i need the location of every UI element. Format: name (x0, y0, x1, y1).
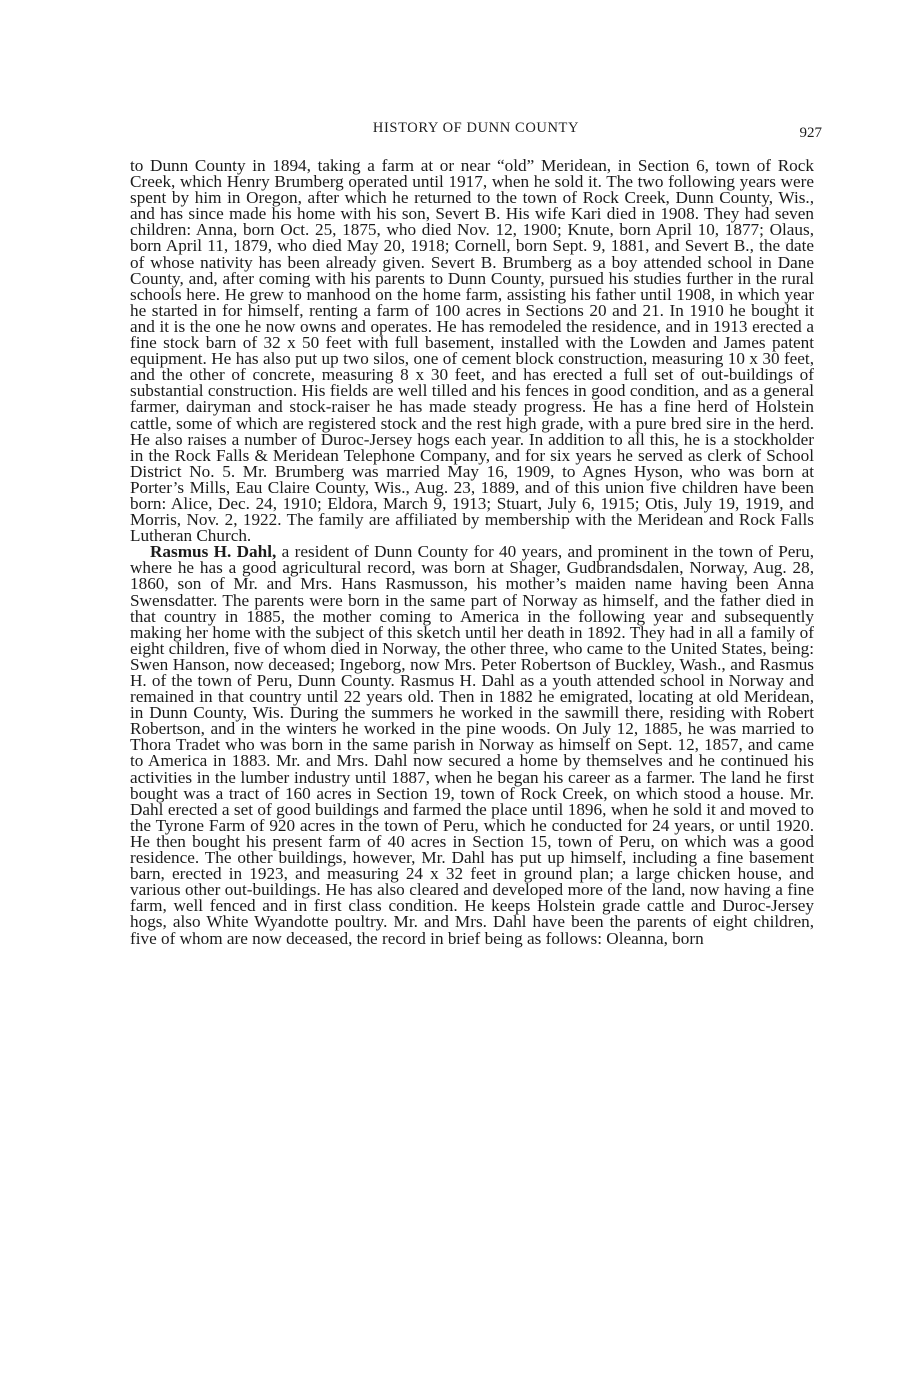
page-number: 927 (799, 125, 822, 141)
biography-rasmus-dahl (130, 544, 814, 946)
paragraph-text: to Dunn County in 1894, taking a farm at or near “old” Meridean, in Section 6, town of Rock Creek, which Henry Brumberg operated until 1917, when he sold it. The two following years were spent by him in Oregon, after which he returned to the town of Rock Creek, Dunn County, Wis., and has since made his home with his son, Severt B. His wife Kari died in 1908. They had seven children: Anna, born Oct. 25, 1875, who died Nov. 12, 1900; Knute, born April 10, 1877; Olaus, born April 11, 1879, who died May 20, 1918; Cornell, born Sept. 9, 1881, and Severt B., the date of whose nativity has been already given. Severt B. Brumberg as a boy attended school in Dane County, and, after coming with his parents to Dunn County, pursued his studies further in the rural schools here. He grew to manhood on the home farm, assisting his father until 1908, in which year he started in for himself, renting a farm of 100 acres in Sections 20 and 21. In 1910 he bought it and it is the one he now owns and operates. He has remodeled the residence, and in 1913 erected a fine stock barn of 32 x 50 feet with full basement, installed with the Lowden and James patent equipment. He has also put up two silos, one of cement block construction, measuring 10 x 30 feet, and the other of concrete, measuring 8 x 30 feet, and has erected a full set of out-buildings of substantial construction. His fields are well tilled and his fences in good condition, and as a general farmer, dairyman and stock-raiser he has made steady progress. He has a fine herd of Holstein cattle, some of which are registered stock and the rest high grade, with a pure bred sire in the herd. He also raises a number of Duroc-Jersey hogs each year. In addition to all this, he is a stockholder in the Rock Falls & Meridean Telephone Company, and for six years he served as clerk of School District No. 5. Mr. Brumberg was married May 16, 1909, to Agnes Hyson, who was born at Porter’s Mills, Eau Claire County, Wis., Aug. 23, 1889, and of this union five children have been born: Alice, Dec. 24, 1910; Eldora, March 9, 1913; Stuart, July 6, 1915; Otis, July 19, 1919, and Morris, Nov. 2, 1922. The family are affiliated by membership with the Meridean and Rock Falls Lutheran Church. (130, 156, 814, 546)
body-text (130, 158, 814, 947)
paragraph-text: a resident of Dunn County for 40 years, and prominent in the town of Peru, where he has a good agricultural record, was born at Shager, Gudbrandsdalen, Norway, Aug. 28, 1860, son of Mr. and Mrs. Hans Rasmusson, his mother’s maiden name having been Anna Swensdatter. The parents were born in the same part of Norway as himself, and the father died in that country in 1885, the mother coming to America in the following year and subsequently making her home with the subject of this sketch until her death in 1892. They had in all a family of eight children, five of whom died in Norway, the other three, who came to the United States, being: Swen Hanson, now deceased; Ingeborg, now Mrs. Peter Robertson of Buckley, Wash., and Rasmus H. of the town of Peru, Dunn County. Rasmus H. Dahl as a youth attended school in Norway and remained in that country until 22 years old. Then in 1882 he emigrated, locating at old Meridean, in Dunn County, Wis. During the summers he worked in the sawmill there, residing with Robert Robertson, and in the winters he worked in the pine woods. On July 12, 1885, he was married to Thora Tradet who was born in the same parish in Norway as himself on Sept. 12, 1857, and came to America in 1883. Mr. and Mrs. Dahl now secured a home by themselves and he continued his activities in the lumber industry until 1887, when he began his career as a farmer. The land he first bought was a tract of 160 acres in Section 19, town of Rock Creek, on which stood a house. Mr. Dahl erected a set of good buildings and farmed the place until 1896, when he sold it and moved to the Tyrone Farm of 920 acres in the town of Peru, which he conducted for 24 years, or until 1920. He then bought his present farm of 40 acres in Section 15, town of Peru, on which was a good residence. The other buildings, however, Mr. Dahl has put up himself, including a fine basement barn, erected in 1923, and measuring 24 x 32 feet in ground plan; a large chicken house, and various other out-buildings. He has also cleared and developed more of the land, now having a fine farm, well fenced and in first class condition. He keeps Holstein grade cattle and Duroc-Jersey hogs, also White Wyandotte poultry. Mr. and Mrs. Dahl have been the parents of eight children, five of whom are now deceased, the record in brief being as follows: Oleanna, born (130, 542, 815, 948)
biography-subject-name: Rasmus H. Dahl, (150, 542, 277, 562)
paragraph-brumberg-continuation (130, 158, 814, 544)
running-head (130, 120, 822, 140)
running-title: HISTORY OF DUNN COUNTY (372, 120, 580, 136)
